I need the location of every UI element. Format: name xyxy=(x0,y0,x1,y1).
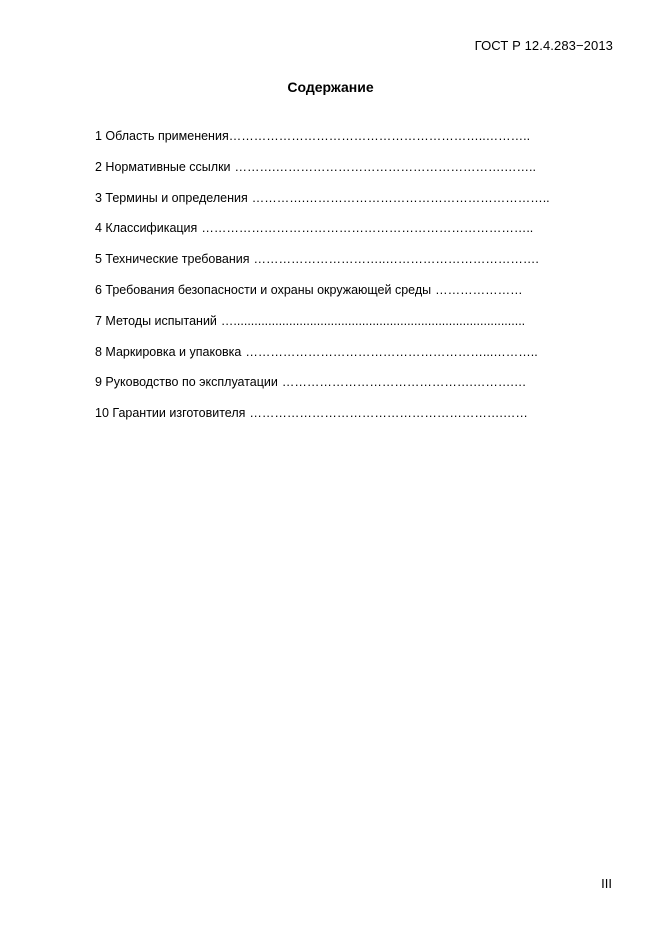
toc-entry-label: 10 Гарантии изготовителя xyxy=(95,406,246,421)
table-of-contents xyxy=(95,128,550,436)
toc-entry-classification[interactable] xyxy=(95,220,550,251)
toc-dot-leader: ….................................................................................... xyxy=(220,313,526,328)
toc-dot-leader: …………………………..………………………………. xyxy=(253,252,539,267)
toc-dot-leader: ……….……………………………………………….…….. xyxy=(234,159,536,174)
toc-entry-label: 8 Маркировка и упаковка xyxy=(95,344,242,359)
toc-entry-terms-definitions[interactable] xyxy=(95,190,550,221)
toc-dot-leader: ……………………………………………………..……….. xyxy=(228,129,531,143)
toc-title: Содержание xyxy=(287,79,374,95)
toc-entry-label: 9 Руководство по эксплуатации xyxy=(95,375,278,390)
toc-dot-leader: …………………………………………………………………….. xyxy=(201,221,534,236)
standard-code: ГОСТ Р 12.4.283−2013 xyxy=(474,38,613,53)
toc-entry-technical-requirements[interactable] xyxy=(95,251,550,282)
toc-dot-leader: ………….………………………………………………….. xyxy=(251,190,550,205)
toc-entry-label: 2 Нормативные ссылки xyxy=(95,159,231,174)
toc-entry-label: 5 Технические требования xyxy=(95,252,250,267)
toc-entry-label: 4 Классификация xyxy=(95,221,198,236)
toc-entry-operating-manual[interactable] xyxy=(95,374,550,405)
toc-entry-label: 1 Область применения xyxy=(95,129,229,143)
page-number: III xyxy=(601,876,612,891)
toc-entry-scope[interactable] xyxy=(95,128,550,159)
toc-entry-label: 3 Термины и определения xyxy=(95,190,248,205)
toc-entry-label: 6 Требования безопасности и охраны окружающей среды xyxy=(95,282,432,297)
toc-dot-leader: ………………… xyxy=(435,282,523,297)
toc-dot-leader: …………………………………………………….…… xyxy=(249,406,528,421)
toc-dot-leader: …………………………………………………...……….. xyxy=(245,344,538,359)
toc-entry-safety-environment[interactable] xyxy=(95,282,550,313)
toc-entry-normative-references[interactable] xyxy=(95,159,550,190)
toc-dot-leader: ……………………………………….……….… xyxy=(281,375,527,390)
toc-entry-test-methods[interactable] xyxy=(95,313,550,344)
toc-entry-marking-packaging[interactable] xyxy=(95,344,550,375)
toc-entry-manufacturer-warranty[interactable] xyxy=(95,405,550,436)
toc-entry-label: 7 Методы испытаний xyxy=(95,313,217,328)
